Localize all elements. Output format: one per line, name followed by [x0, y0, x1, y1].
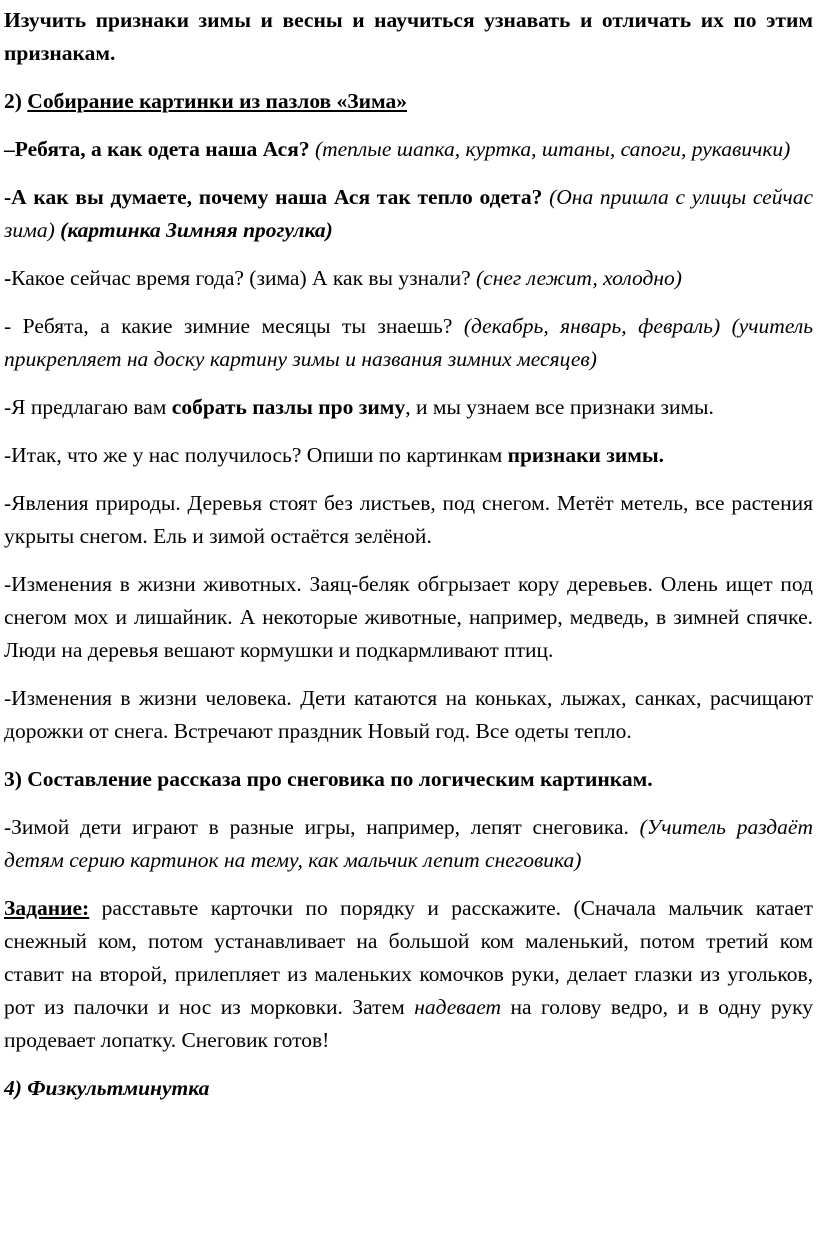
task-label: Задание: [4, 896, 90, 920]
question-3 [4, 262, 813, 295]
nature-phenomena-paragraph: -Явления природы. Деревья стоят без листьев, под снегом. Метёт метель, все растения укрыты снегом. Ель и зимой остаётся зелёной. [4, 491, 813, 548]
question-4 [4, 310, 813, 376]
question-5-bold: собрать пазлы про зиму [171, 395, 406, 419]
question-1-bold: –Ребятa, а как одета наша Ася? [4, 137, 310, 161]
snowman-intro-text: -Зимой дети играют в разные игры, например, лепят снеговика. [4, 815, 640, 839]
question-2-picture-note: (картинка Зимняя прогулка) [60, 218, 333, 242]
question-1-answer: (теплые шапка, куртка, штаны, сапоги, рукавички) [309, 137, 791, 161]
question-6-text: -Итак, что же у нас получилось? Опиши по картинкам [4, 443, 508, 467]
question-2 [4, 181, 813, 247]
intro-text: Изучить признаки зимы и весны и научиться узнавать и отличать их по этим признакам. [4, 8, 813, 65]
human-life-paragraph: -Изменения в жизни человека. Дети катаются на коньках, лыжах, санках, расчищают дорожки от снега. Встречают праздник Новый год. Все одеты тепло. [4, 686, 813, 743]
animal-life-paragraph: -Изменения в жизни животных. Заяц-беляк обгрызает кору деревьев. Олень ищет под снегом мох и лишайник. А некоторые животные, например, медведь, в зимней спячке. Люди на деревья вешают кормушки и подкармливают птиц. [4, 572, 813, 662]
snowman-intro-paragraph [4, 811, 813, 877]
section-2-number: 2) [4, 89, 28, 113]
question-2-bold: -А как вы думаете, почему наша Ася так тепло одета? [4, 185, 543, 209]
section-2-heading [4, 85, 813, 118]
task-text-2: на голову ведро, и в одну руку продевает лопатку. Снеговик готов! [4, 995, 813, 1052]
question-5-text-2: , и мы узнаем все признаки зимы. [405, 395, 714, 419]
section-3-heading [4, 763, 813, 796]
task-paragraph [4, 892, 813, 1057]
question-2-answer: (Она пришла с улицы сейчас зима) [4, 185, 813, 242]
question-4-text: - Ребята, а какие зимние месяцы ты знаешь? [4, 314, 464, 338]
section-4-heading [4, 1072, 813, 1105]
question-5-text-1: -Я предлагаю вам [4, 395, 172, 419]
question-3-answer: (снег лежит, холодно) [476, 266, 682, 290]
question-6 [4, 439, 813, 472]
section-4-title: 4) Физкультминутка [4, 1076, 210, 1100]
question-6-bold: признаки зимы. [507, 443, 665, 467]
section-2-title: Собирание картинки из пазлов «Зима» [27, 89, 408, 113]
snowman-intro-note: (Учитель раздаёт детям серию картинок на тему, как мальчик лепит снеговика) [4, 815, 813, 872]
section-3-title: 3) Составление рассказа про снеговика по логическим картинкам. [4, 767, 653, 791]
question-5 [4, 391, 813, 424]
intro-paragraph [4, 4, 813, 70]
document-page [4, 0, 813, 1105]
question-4-answer: (декабрь, январь, февраль) (учитель прикрепляет на доску картину зимы и названия зимних месяцев) [4, 314, 814, 371]
task-text-1: расставьте карточки по порядку и расскажите. (Сначала мальчик катает снежный ком, потом устанавливает на большой ком маленький, потом третий ком ставит на второй, прилепляет из маленьких комочков руки, делает глазки из угольков, рот из палочки и нос из морковки. Затем [4, 896, 813, 1019]
question-3-text: Какое сейчас время года? (зима) А как вы узнали? [11, 266, 476, 290]
task-italic-word: надевает [414, 995, 502, 1019]
question-3-dash: - [4, 266, 12, 290]
question-1 [4, 133, 813, 166]
